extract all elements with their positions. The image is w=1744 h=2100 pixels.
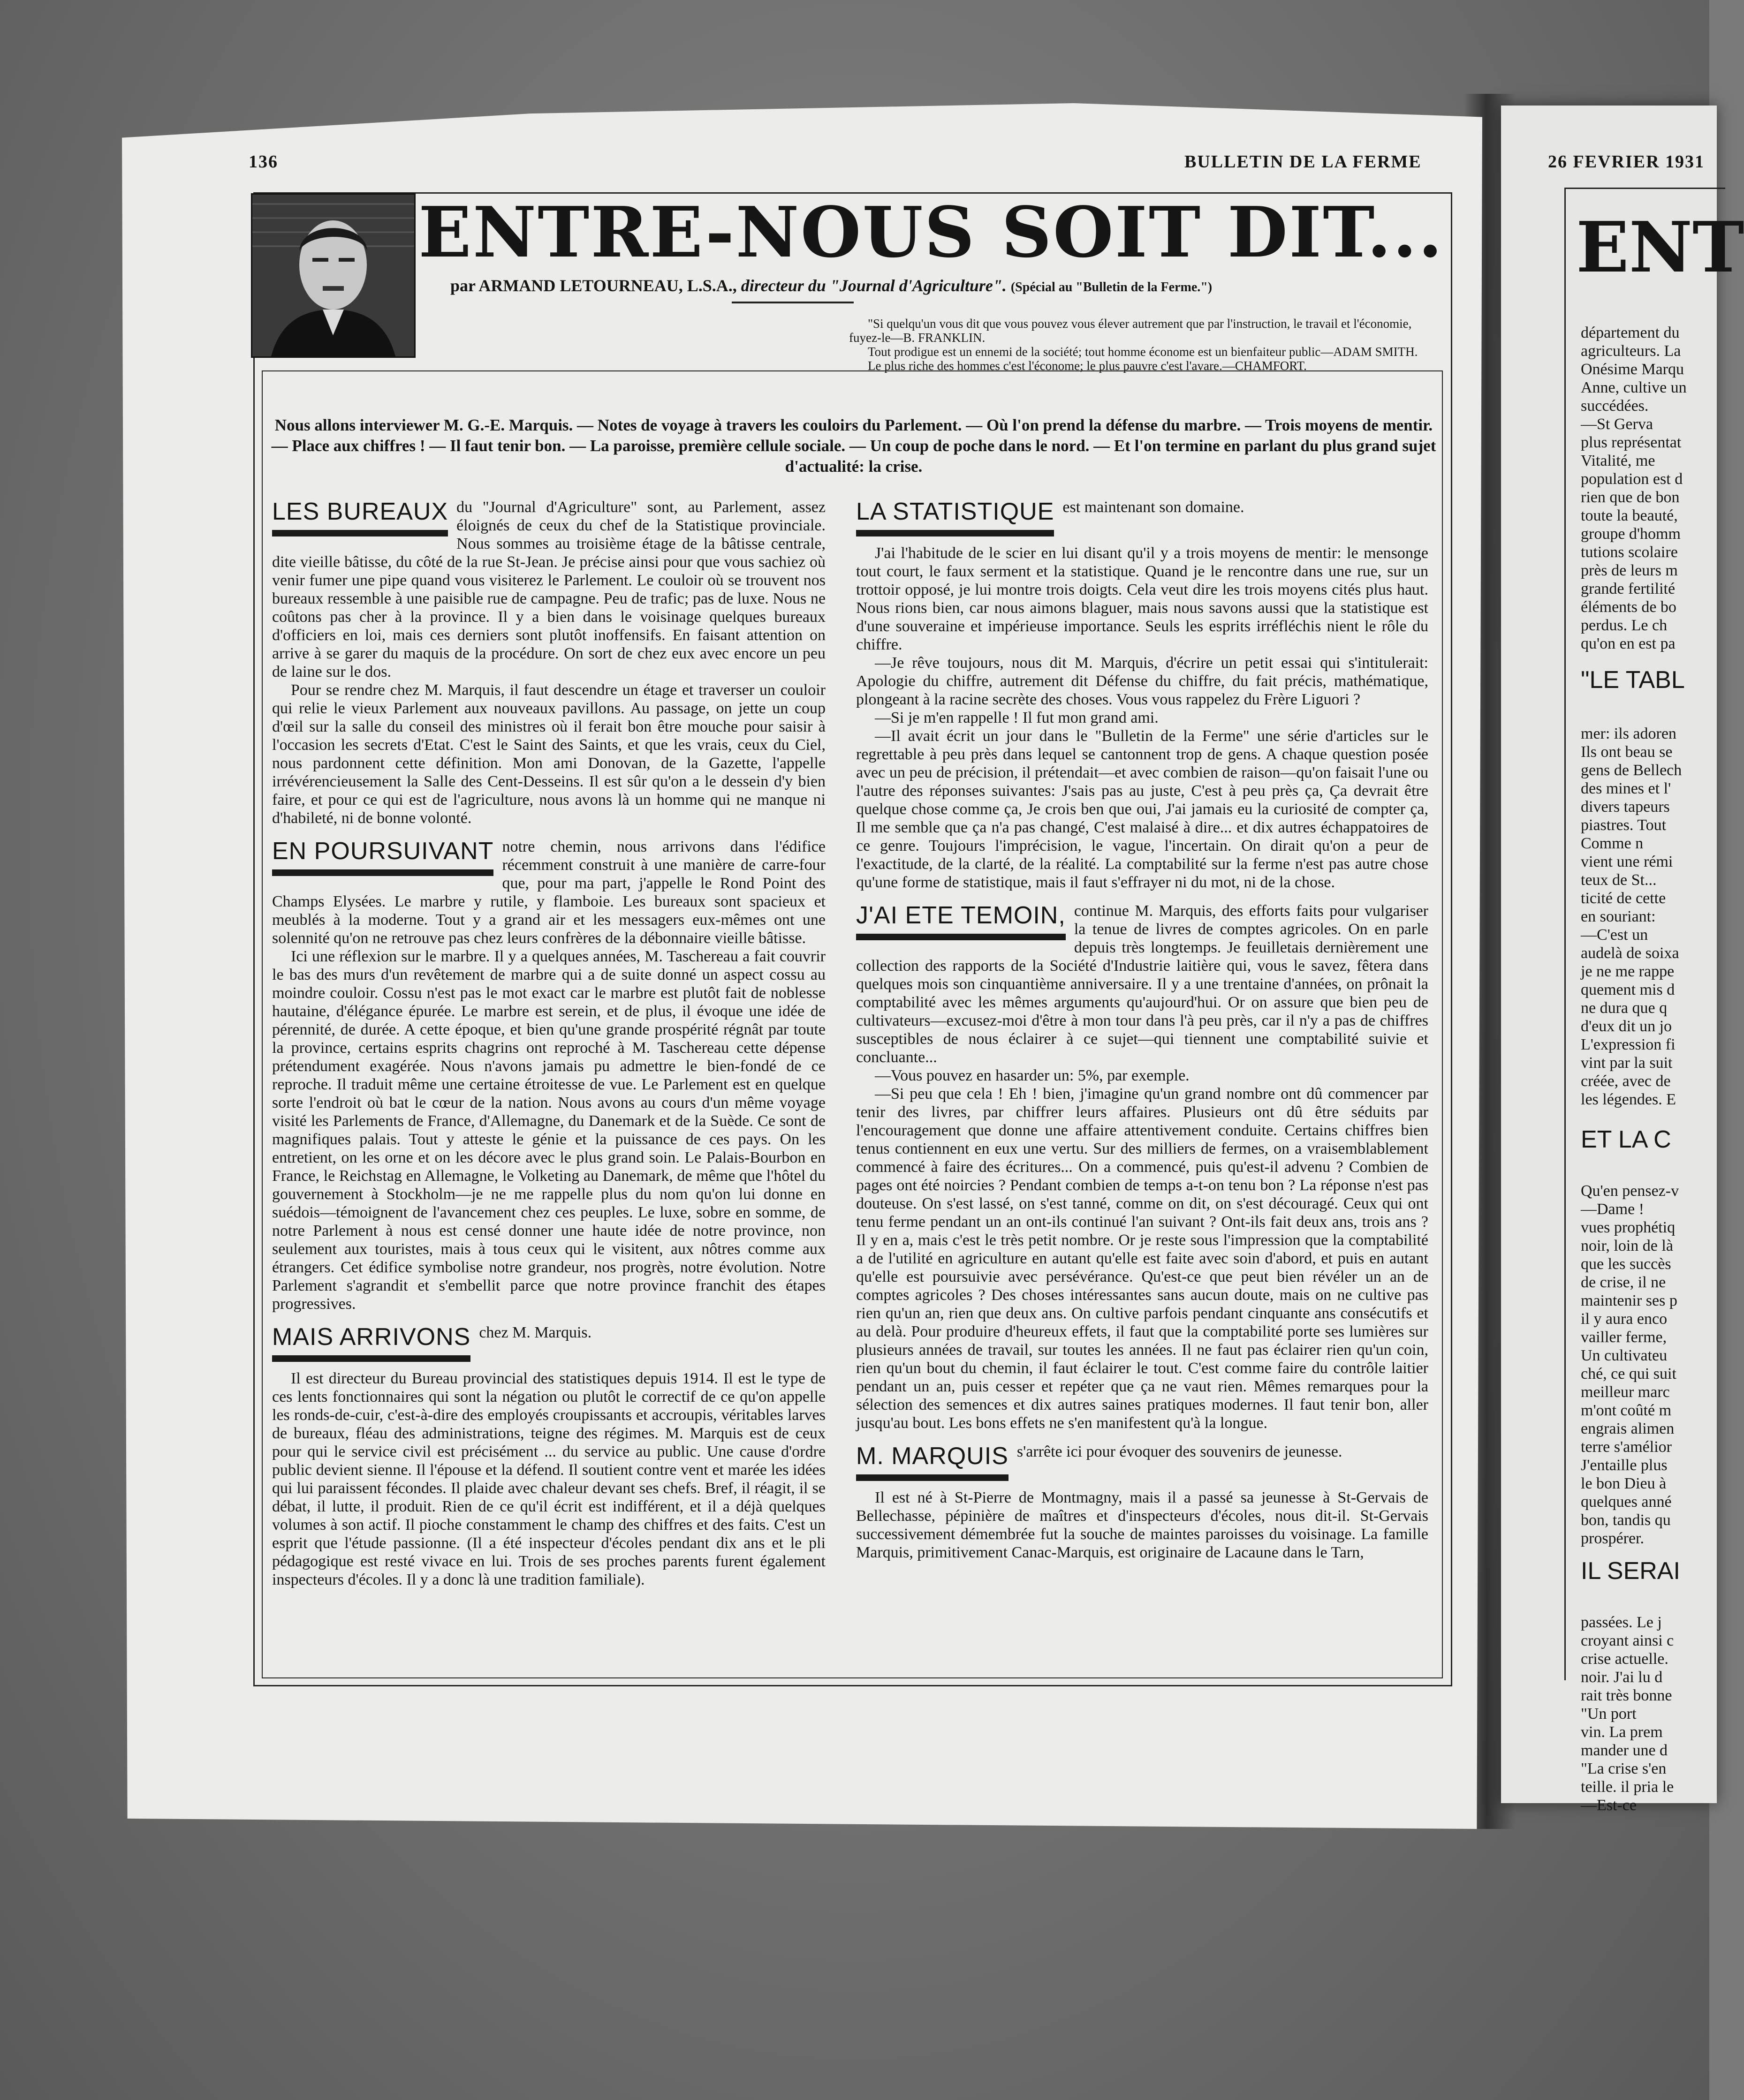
next-page-line: gens de Bellech [1581,762,1682,779]
section-head-marquis: M. MARQUIS [856,1443,1008,1481]
next-page-line: audelà de soixa [1581,944,1679,962]
paragraph: continue M. Marquis, des efforts faits pour vulgariser la tenue de livres de comptes agricoles. On en parle depuis très longtemps. Je feuilletais dernièrement une collection des rapports de la Société d'Industrie laitière qui, vous le savez, fêtera dans quelques mois son cinquantième anniversaire. Il y a une trentaine d'années, on prônait la comptabilité avec les mêmes arguments qu'aujourd'hui. Or on assure que bien peu de cultivateurs—excusez-moi d'être à mon tour dans l'à peu près, car il n'y a pas de chiffres susceptibles de nous éclairer à ce sujet—qui tiennent une comptabilité suivie et concluante... [856,902,1428,1066]
next-page-line: —St Gerva [1581,415,1653,433]
next-page-title: ENT [1576,206,1744,288]
next-page-line: le bon Dieu à [1581,1475,1667,1492]
section-head-poursuivant: EN POURSUIVANT [272,838,493,876]
next-page-line: vint par la suit [1581,1054,1673,1072]
next-page-text-d [1581,1613,1712,1814]
next-page-line: département du [1581,324,1680,341]
next-page-line: vient une rémi [1581,853,1673,870]
next-page-line: toute la beauté, [1581,507,1678,524]
next-page-head-a: "LE TABL [1581,666,1685,694]
next-page-line: rien que de bon [1581,489,1680,506]
byline-role: directeur du "Journal d'Agriculture". [741,276,1007,295]
article-title: ENTRE-NOUS SOIT DIT... [418,191,1444,273]
next-page-line: quelques anné [1581,1493,1672,1511]
next-page-line: —Dame ! [1581,1201,1645,1218]
paragraph: Il est directeur du Bureau provincial des statistiques depuis 1914. Il est le type de ces lents fonctionnaires qui sont la négation ou plutôt le correctif de ce qu'on appelle les ronds-de-cuir, c'est-à-dire des employés croupissants et accroupis, véritables larves de bureaux, fléau des administrations, teigne des régimes. M. Marquis est de ceux pour qui le service civil est précisément ... du service au public. Une cause d'ordre public devient sienne. Il l'épouse et la défend. Il soutient contre vent et marée les idées qui lui paraissent fécondes. Il plaide avec chaleur devant ses chefs. Bref, il réagit, il se débat, il lutte, il produit. Rien de ce qu'il écrit est indifférent, et il a déjà quelques volumes à son actif. Il pioche constamment le champ des chiffres et des faits. C'est un esprit que l'étude passionne. (Il a été inspecteur d'écoles pendant dix ans et le pli pédagogique est resté vivace en lui. Trois de ses proches parents furent également inspecteurs d'écoles. Il y a donc là une tradition familiale). [272,1370,826,1588]
next-page-line: près de leurs m [1581,562,1678,579]
next-page-line: des mines et l' [1581,780,1671,797]
next-page-line: je ne me rappe [1581,963,1675,980]
next-page-line: de crise, il ne [1581,1274,1666,1291]
paragraph: chez M. Marquis. [479,1324,592,1341]
column-right [856,498,1428,1562]
next-page-line: tutions scolaire [1581,544,1678,561]
paragraph: —Je rêve toujours, nous dit M. Marquis, d'écrire un petit essai qui s'intitulerait: Apologie du chiffre, autrement dit Défense du chiffre, du fait précis, mathématique, plongeant à la racine secrète des choses. Vous vous rappelez du Frère Liguori ? [856,654,1428,708]
next-page-line: population est d [1581,470,1683,488]
next-page-line: créée, avec de [1581,1073,1671,1090]
next-page-line: vailler ferme, [1581,1329,1667,1346]
next-page-head-b: ET LA C [1581,1126,1671,1153]
next-page-line: qu'on en est pa [1581,635,1676,652]
quote-smith: Tout prodigue est un ennemi de la société; tout homme économe est un bienfaiteur public—ADAM SMITH. [868,345,1418,359]
next-page-line: Qu'en pensez-v [1581,1182,1679,1200]
next-page-line: perdus. Le ch [1581,617,1668,634]
byline-author: ARMAND LETOURNEAU, L.S.A., [478,276,737,295]
next-page-line: maintenir ses p [1581,1292,1677,1309]
byline-prefix: par [450,276,476,295]
next-page-line: ticité de cette [1581,890,1666,907]
next-page-line: teille. il pria le [1581,1778,1674,1796]
paragraph: Il est né à St-Pierre de Montmagny, mais il a passé sa jeunesse à St-Gervais de Bellechasse, pépinière de maîtres et d'inspecteurs d'écoles, nous dit-il. St-Gervais successivement démembrée fut la souche de maintes paroisses du voisinage. La famille Marquis, primitivement Canac-Marquis, est originaire de Lacaune dans le Tarn, [856,1489,1428,1561]
next-page-line: Anne, cultive un [1581,379,1687,396]
paragraph: est maintenant son domaine. [1062,499,1244,516]
paragraph: —Si je m'en rappelle ! Il fut mon grand ami. [875,709,1159,726]
next-page-line: ne dura que q [1581,999,1668,1017]
next-page-line: noir, loin de là [1581,1237,1673,1254]
quote-chamfort: Le plus riche des hommes c'est l'économe; le plus pauvre c'est l'avare.—CHAMFORT. [868,359,1307,373]
next-page-line: "Un port [1581,1705,1637,1722]
next-page-line: noir. J'ai lu d [1581,1669,1663,1686]
next-page-line: groupe d'homm [1581,525,1681,543]
next-page-line: vin. La prem [1581,1723,1663,1741]
section-head-temoin: J'AI ETE TEMOIN, [856,902,1066,940]
next-page-line: Onésime Marqu [1581,361,1684,378]
next-page-line: m'ont coûté m [1581,1402,1672,1419]
next-page-line: terre s'amélior [1581,1438,1672,1456]
next-page-line: succédées. [1581,397,1649,415]
paragraph: du "Journal d'Agriculture" sont, au Parlement, assez éloignés de ceux du chef de la Statistique provinciale. Nous sommes au troisième étage de la bâtisse centrale, dite vieille bâtisse, du côté de la rue St-Jean. Je précise ainsi pour que vous sachiez où venir fumer une pipe quand vous visiterez le Parlement. Le couloir où se trouvent nos bureaux ressemble à une paisible rue de campagne. Peu de trafic; pas de luxe. Nous ne coûtons pas cher à la province. Il y a bien dans le voisinage quelques bureaux d'officiers en loi, mais ces derniers sont plutôt inoffensifs. En faisant attention on arrive à se garer du maquis de la procédure. On sort de chez eux avec encore un peu de laine sur le dos. [272,499,826,680]
next-page-line: rait très bonne [1581,1687,1672,1704]
next-page-line: "La crise s'en [1581,1760,1667,1777]
paragraph: Ici une réflexion sur le marbre. Il y a quelques années, M. Taschereau a fait couvrir le bas des murs d'un revêtement de marbre qui a de suite donné un aspect cossu au moindre couloir. Cossu n'est pas le mot exact car le marbre est plutôt fait de noblesse hautaine, d'élégance épurée. Le marbre est serein, et de plus, il évoque une idée de pérennité, de durée. A cette époque, et bien qu'une grande prospérité régnât par toute la province, certains esprits chagrins ont reproché à M. Taschereau cette dépense prétendument exagérée. Nous n'avons jamais pu admettre le bien-fondé de ce reproche. Il traduit même une certaine étroitesse de vue. Le Parlement est en quelque sorte l'endroit où bat le cœur de la nation. Nous avons au cours d'un même voyage visité les Parlements de France, d'Allemagne, du Danemark et de la Suède. Ce sont de magnifiques palais. Tout y atteste le génie et la puissance de ces pays. On les entretient, on les orne et on les décore avec le plus grand soin. Le Palais-Bourbon en France, le Reichstag en Allemagne, le Volketing au Danemark, de même que l'hôtel du gouvernement à Stockholm—je ne me rappelle plus du nom qu'on lui donne en suédois—témoignent de l'avancement chez ces peuples. Le luxe, sobre en somme, de notre Parlement à nous est censé donner une haute idée de notre province, non seulement aux touristes, mais à tous ceux qui le visitent, aux nôtres comme aux étrangers. Cet édifice symbolise notre grandeur, nos progrès, notre évolution. Notre Parlement s'agrandit et s'embellit parce que notre province franchit des étapes progressives. [272,948,826,1313]
next-page-line: L'expression fi [1581,1036,1676,1053]
paragraph: Pour se rendre chez M. Marquis, il faut descendre un étage et traverser un couloir qui relie le vieux Parlement aux nouveaux pavillons. Au passage, on jette un coup d'œil sur la salle du conseil des ministres où il ferait bon être mouche pour saisir à l'occasion les secrets d'Etat. C'est le Saint des Saints, et que les vrais, ceux du Ciel, nous pardonnent cette définition. Mon ami Donovan, de la Gazette, l'appelle irrévérencieusement la Salle des Cent-Desseins. Il est sûr qu'on a le dessein d'y bien faire, et pour ce qui est de l'agriculture, nous avons là un homme qui ne manque ni d'habileté, ni de bonne volonté. [272,681,826,827]
paragraph: notre chemin, nous arrivons dans l'édifice récemment construit à une manière de carre-four que, pour ma part, j'appelle le Rond Point des Champs Elysées. Le marbre y rutile, y flamboie. Les bureaux sont spacieux et meublés à la moderne. Tout y a grand air et les messagers eux-mêmes ont une solennité qu'on ne retrouve pas chez leurs confrères de la débonnaire vieille bâtisse. [272,838,826,947]
next-page-line: d'eux dit un jo [1581,1018,1672,1035]
next-page-line: croyant ainsi c [1581,1632,1674,1649]
next-page-line: vues prophétiq [1581,1219,1676,1236]
paragraph: —Vous pouvez en hasarder un: 5%, par exemple. [875,1067,1190,1084]
next-page-line: divers tapeurs [1581,798,1670,816]
next-page-line: ché, ce qui suit [1581,1365,1676,1382]
next-page-line: Vitalité, me [1581,452,1655,469]
byline-special: (Spécial au "Bulletin de la Ferme.") [1010,280,1213,295]
byline [450,276,1445,295]
next-page-line: il y aura enco [1581,1310,1668,1328]
next-page-line: —C'est un [1581,926,1648,944]
next-page-text-b [1581,725,1712,1109]
section-head-statistique: LA STATISTIQUE [856,498,1054,536]
paragraph: s'arrête ici pour évoquer des souvenirs de jeunesse. [1016,1443,1342,1460]
next-page-text-c [1581,1182,1712,1548]
paragraph: J'ai l'habitude de le scier en lui disant qu'il y a trois moyens de mentir: le mensonge tout court, le faux serment et la statistique. Quand je le rencontre dans une rue, sur un trottoir opposé, je lui montre trois doigts. Cela veut dire les trois moyens cités plus haut. Nous rions bien, car nous aimons blaguer, mais nous savons aussi que la statistique est d'une souveraine et impérieuse importance. Seuls les esprits irréfléchis nient le rôle du chiffre. [856,544,1428,653]
section-head-arrivons: MAIS ARRIVONS [272,1323,470,1362]
byline-rule [732,302,854,303]
running-title: BULLETIN DE LA FERME [1184,152,1422,172]
next-page-line: Comme n [1581,835,1644,852]
next-page-line: mer: ils adoren [1581,725,1676,742]
next-page-head-c: IL SERAI [1581,1557,1680,1585]
next-page-line: Ils ont beau se [1581,743,1673,761]
epigraph-quotes [849,317,1421,373]
next-page-line: J'entaille plus [1581,1457,1668,1474]
next-page-text-a [1581,324,1712,653]
next-page-line: en souriant: [1581,908,1656,925]
next-page-line: Un cultivateu [1581,1347,1668,1364]
next-page-line: —Est-ce [1581,1797,1637,1814]
article-summary: Nous allons interviewer M. G.-E. Marquis. — Notes de voyage à travers les couloirs du Parlement. — Où l'on prend la défense du marbre. — Trois moyens de mentir. — Place aux chiffres ! — Il faut tenir bon. — La paroisse, première cellule sociale. — Un coup de poche dans le nord. — Et l'on termine en parlant du plus grand sujet d'actualité: la crise. [271,416,1436,476]
next-page-line: agriculteurs. La [1581,342,1681,360]
running-date: 26 FEVRIER 1931 [1548,152,1705,172]
next-page-line: que les succès [1581,1255,1671,1273]
next-page-line: teux de St... [1581,871,1657,889]
next-page-line: piastres. Tout [1581,816,1667,834]
next-page-line: grande fertilité [1581,580,1676,597]
section-head-bureaux: LES BUREAUX [272,498,448,536]
next-page-line: plus représentat [1581,434,1682,451]
author-portrait [251,193,416,358]
page-number: 136 [249,152,278,172]
next-page-line: bon, tandis qu [1581,1511,1671,1529]
next-page-line: mander une d [1581,1742,1668,1759]
column-left [272,498,826,1589]
next-page-line: quement mis d [1581,981,1675,998]
portrait-illustration [252,195,414,356]
next-page-line: crise actuelle. [1581,1650,1668,1668]
next-page-line: passées. Le j [1581,1614,1662,1631]
next-page-line: les légendes. E [1581,1091,1676,1108]
paragraph: —Si peu que cela ! Eh ! bien, j'imagine qu'un grand nombre ont dû commencer par tenir des livres, par chiffrer leurs affaires. Plusieurs ont dû être séduits par l'encouragement que donne une affaire attentivement conduite. Certains chiffres bien tenus contiennent en eux une vertu. Sur des milliers de fermes, on a vraisemblablement commencé à faire des écritures... On a commencé, puis qu'est-il advenu ? Combien de pages ont été noircies ? Pendant combien de temps a-t-on tenu bon ? La réponse n'est pas douteuse. On s'est lassé, on s'est tanné, comme on dit, on s'est découragé. Ceux qui ont tenu ferme pendant un an ont-ils continué l'an suivant ? Ont-ils fait deux ans, trois ans ? Il y en a, mais c'est le très petit nombre. Or je reste sous l'impression que la comptabilité a de l'utilité en agriculture en autant qu'elle est faite avec soin d'abord, et puis en autant qu'elle est poursuivie avec persévérance. Qu'est-ce que peut bien révéler un an de comptes agricoles ? Des choses intéressantes sans aucun doute, mais on ne cultive pas rien qu'un an, rien que deux ans. On cultive parfois pendant cinquante ans consécutifs et au delà. Pour produire d'heureux effets, il faut que la comptabilité porte ses lumières sur plusieurs années de travail, sur toutes les années. Il ne faut pas éclairer rien qu'un coin, rien qu'un bout du chemin, il faut éclairer le tout. C'est comme faire du contrôle laitier pendant un an, puis cesser et repéter que ça ne vaut rien. Mêmes remarques pour la sélection des semences et dix autres saines pratiques modernes. Il faut tenir bon, aller jusqu'au bout. Les bons effets ne s'en manifestent qu'à la longue. [856,1085,1428,1432]
paragraph: —Il avait écrit un jour dans le "Bulletin de la Ferme" une série d'articles sur le regrettable à peu près dans lequel se cantonnent trop de gens. A chaque question posée avec un peu de précision, il prétendait—et avec combien de raison—qu'on faisait l'une ou l'autre des réponses suivantes: J'sais pas au juste, C'est à peu près ça, Ça devrait être quelque chose comme ça, Je crois ben que oui, J'ai jamais eu la curiosité de compter ça, Il me semble que ça n'a pas changé, C'est malaisé à dire... et dix autres échappatoires de ce genre. Toujours l'imprécision, le vague, l'incertain. On dirait qu'on a peur de l'exactitude, de la clarté, de la réalité. La comptabilité sur la ferme n'est pas autre chose qu'une forme de statistique, mais il faut s'effrayer ni du mot, ni de la chose. [856,727,1428,891]
next-page-line: engrais alimen [1581,1420,1675,1437]
quote-franklin: "Si quelqu'un vous dit que vous pouvez vous élever autrement que par l'instruction, le travail et l'économie, fuyez-le—B. FRANKLIN. [849,317,1412,345]
next-page-line: prospérer. [1581,1530,1645,1547]
next-page-line: meilleur marc [1581,1383,1670,1401]
next-page-line: éléments de bo [1581,598,1676,616]
